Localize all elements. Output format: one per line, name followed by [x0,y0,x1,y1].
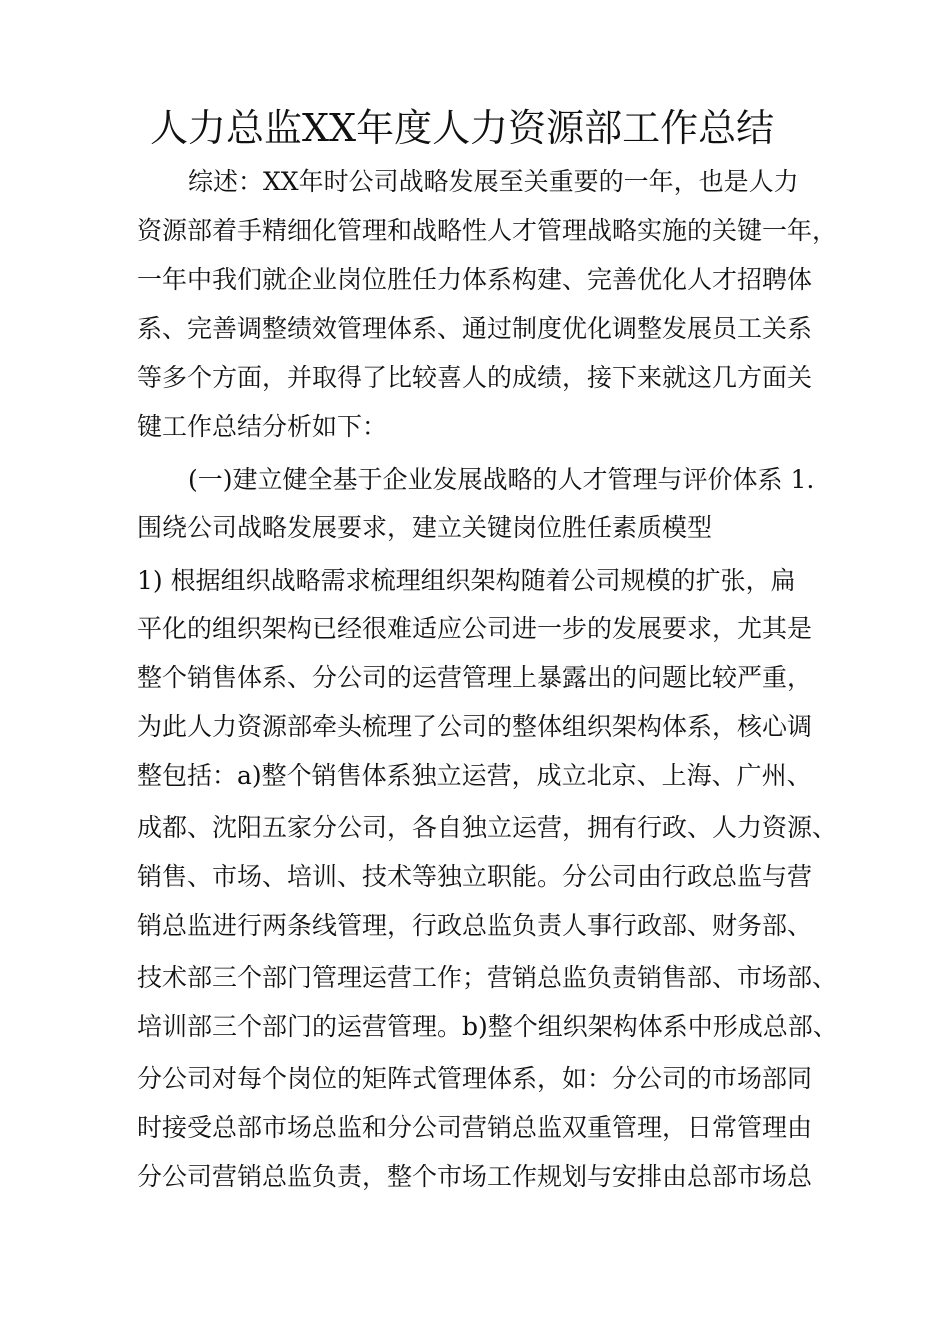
paragraph-line: 围绕公司战略发展要求，建立关键岗位胜任素质模型 [137,513,713,542]
paragraph-line: 综述：XX年时公司战略发展至关重要的一年，也是人力 [188,167,799,196]
document-title: 人力总监XX年度人力资源部工作总结 [150,106,775,150]
paragraph-line: 为此人力资源部牵头梳理了公司的整体组织架构体系，核心调 [137,712,813,741]
paragraph-line: (一)建立健全基于企业发展战略的人才管理与评价体系 1. [188,465,815,494]
paragraph-line: 键工作总结分析如下： [137,412,388,441]
paragraph-line: 一年中我们就企业岗位胜任力体系构建、完善优化人才招聘体 [137,265,813,294]
paragraph-line: 资源部着手精细化管理和战略性人才管理战略实施的关键一年， [137,216,838,245]
paragraph-line: 等多个方面，并取得了比较喜人的成绩，接下来就这几方面关 [137,363,813,392]
paragraph-line: 整个销售体系、分公司的运营管理上暴露出的问题比较严重， [137,663,813,692]
paragraph-line: 销总监进行两条线管理，行政总监负责人事行政部、财务部、 [137,911,813,940]
paragraph-line: 成都、沈阳五家分公司，各自独立运营，拥有行政、人力资源、 [137,813,838,842]
paragraph-line: 整包括：a)整个销售体系独立运营，成立北京、上海、广州、 [137,761,812,790]
paragraph-line: 1) 根据组织战略需求梳理组织架构随着公司规模的扩张，扁 [137,566,796,595]
paragraph-line: 分公司对每个岗位的矩阵式管理体系，如：分公司的市场部同 [137,1064,813,1093]
paragraph-line: 分公司营销总监负责，整个市场工作规划与安排由总部市场总 [137,1162,813,1191]
paragraph-line: 技术部三个部门管理运营工作；营销总监负责销售部、市场部、 [137,963,838,992]
paragraph-line: 时接受总部市场总监和分公司营销总监双重管理，日常管理由 [137,1113,813,1142]
paragraph-line: 系、完善调整绩效管理体系、通过制度优化调整发展员工关系 [137,314,813,343]
paragraph-line: 培训部三个部门的运营管理。b)整个组织架构体系中形成总部、 [137,1012,838,1041]
paragraph-line: 销售、市场、培训、技术等独立职能。分公司由行政总监与营 [137,862,813,891]
paragraph-line: 平化的组织架构已经很难适应公司进一步的发展要求，尤其是 [137,614,813,643]
